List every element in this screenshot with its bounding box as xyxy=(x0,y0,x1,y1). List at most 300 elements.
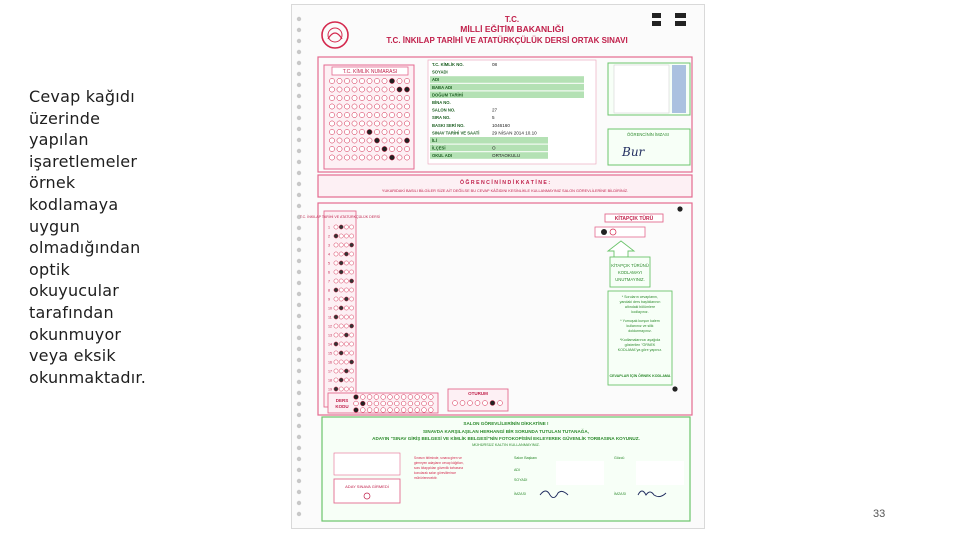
id-bubble xyxy=(404,121,409,126)
answer-bubble xyxy=(339,243,343,247)
header-tc: T.C. xyxy=(504,15,520,24)
instruction-line: gösterilen "ÖRNEK xyxy=(624,343,656,347)
course-code-bubble xyxy=(401,408,406,413)
id-bubble xyxy=(404,146,409,151)
answer-bubble xyxy=(334,369,338,373)
id-bubble xyxy=(337,87,342,92)
id-bubble xyxy=(404,87,409,92)
course-code-bubble xyxy=(422,408,427,413)
id-bubble xyxy=(389,121,394,126)
id-bubble xyxy=(404,104,409,109)
answer-bubble xyxy=(344,225,348,229)
answer-bubble xyxy=(334,324,338,328)
id-bubble xyxy=(404,78,409,83)
id-bubble xyxy=(404,95,409,100)
course-code-bubble xyxy=(388,401,393,406)
binding-hole xyxy=(297,281,301,285)
answer-number: 6 xyxy=(328,270,330,275)
caption-line: işaretlemeler xyxy=(29,151,138,171)
info-label: BASKI SERİ NO. xyxy=(432,122,465,128)
info-label: SOYADI xyxy=(432,69,448,75)
id-bubble xyxy=(382,87,387,92)
id-bubble xyxy=(352,104,357,109)
binding-hole xyxy=(297,424,301,428)
caption-line: yapılan xyxy=(29,130,89,150)
binding-hole xyxy=(297,105,301,109)
id-bubble xyxy=(404,155,409,160)
session-bubble xyxy=(468,401,473,406)
course-code-bubble xyxy=(381,395,386,400)
id-bubble xyxy=(404,138,409,143)
answer-bubble xyxy=(350,270,354,274)
session-bubble xyxy=(483,401,488,406)
binding-hole xyxy=(297,501,301,505)
id-bubble xyxy=(329,78,334,83)
id-bubble xyxy=(389,129,394,134)
info-label: SALON NO. xyxy=(432,107,456,113)
answer-bubble xyxy=(334,306,338,310)
answer-number: 3 xyxy=(328,243,330,248)
info-value: 1046160 xyxy=(492,122,510,128)
binding-hole xyxy=(297,160,301,164)
answer-bubble xyxy=(350,315,354,319)
id-bubble xyxy=(352,146,357,151)
binding-hole xyxy=(297,325,301,329)
header-ministry: MİLLİ EĞİTİM BAKANLIĞI xyxy=(460,24,564,34)
instruction-line: yandaki ders başlıklarının xyxy=(619,300,661,304)
answer-bubble xyxy=(350,234,354,238)
binding-hole xyxy=(297,94,301,98)
instruction-line: * Soruların cevaplarını, xyxy=(621,295,659,299)
course-code-bubble xyxy=(388,395,393,400)
course-code-bubble xyxy=(374,408,379,413)
course-code-bubble xyxy=(360,408,365,413)
course-code-bubble xyxy=(360,395,365,400)
answer-bubble xyxy=(350,306,354,310)
answer-bubble xyxy=(344,378,348,382)
info-row xyxy=(430,76,584,83)
id-bubble xyxy=(329,104,334,109)
name-label: ADI xyxy=(514,468,520,472)
info-label: SINAV TARİHİ VE SAATİ xyxy=(432,130,480,136)
id-bubble xyxy=(329,87,334,92)
answer-bubble xyxy=(350,342,354,346)
id-bubble xyxy=(374,155,379,160)
id-bubble xyxy=(374,87,379,92)
course-code-bubble xyxy=(354,395,359,400)
binding-hole xyxy=(297,512,301,516)
staff-title: SALON GÖREVLİLERİNİN DİKKATİNE ! xyxy=(463,421,549,426)
answer-bubble xyxy=(334,270,338,274)
course-code-bubble xyxy=(374,395,379,400)
answer-number: 4 xyxy=(328,252,330,257)
id-bubble xyxy=(337,138,342,143)
answer-bubble xyxy=(344,324,348,328)
course-code-bubble xyxy=(367,401,372,406)
info-label: T.C. KİMLİK NO. xyxy=(432,62,464,67)
booklet-type-label: KİTAPÇIK TÜRÜ xyxy=(614,216,654,222)
binding-hole xyxy=(297,303,301,307)
info-label: DOĞUM TARİHİ xyxy=(432,92,463,98)
slide-number: 33 xyxy=(873,508,886,520)
binding-hole xyxy=(297,402,301,406)
binding-hole xyxy=(297,50,301,54)
id-bubble xyxy=(397,104,402,109)
id-bubble xyxy=(344,87,349,92)
course-code-bubble xyxy=(354,401,359,406)
id-bubble xyxy=(359,121,364,126)
answer-number: 17 xyxy=(328,369,332,374)
id-bubble xyxy=(352,95,357,100)
id-bubble xyxy=(382,138,387,143)
binding-hole xyxy=(297,358,301,362)
id-bubble xyxy=(367,155,372,160)
booklet-note-3: UNUTMAYINIZ. xyxy=(615,277,645,282)
binding-hole xyxy=(297,248,301,252)
id-bubble xyxy=(397,95,402,100)
id-bubble xyxy=(329,121,334,126)
signature-label-2: İMZASI xyxy=(614,492,626,496)
booklet-note: KİTAPÇIK TÜRÜNÜ xyxy=(611,263,649,268)
caption-text xyxy=(29,86,149,388)
id-bubble xyxy=(344,112,349,117)
id-bubble xyxy=(337,146,342,151)
answer-bubble xyxy=(344,243,348,247)
course-code-label-2: KODU xyxy=(335,404,349,409)
id-bubble xyxy=(337,129,342,134)
instruction-line: * Yumuşak kurşun kalem xyxy=(620,319,660,323)
id-bubble xyxy=(344,78,349,83)
id-bubble xyxy=(389,138,394,143)
session-bubble xyxy=(475,401,480,406)
answer-bubble xyxy=(350,261,354,265)
id-bubble xyxy=(352,78,357,83)
id-bubble xyxy=(389,104,394,109)
svg-text:Sınavın bitiminde, sınava gire: Sınavın bitiminde, sınava giren ve xyxy=(414,456,462,460)
course-code-bubble xyxy=(394,401,399,406)
course-code-bubble xyxy=(381,401,386,406)
answer-bubble xyxy=(350,333,354,337)
answer-bubble xyxy=(334,315,338,319)
id-bubble xyxy=(397,78,402,83)
id-bubble xyxy=(352,121,357,126)
id-bubble xyxy=(367,87,372,92)
id-bubble xyxy=(337,112,342,117)
instruction-line: KODLAMA"ya göre yapınız. xyxy=(617,348,663,352)
answer-bubble xyxy=(350,324,354,328)
binding-hole xyxy=(297,314,301,318)
answer-bubble xyxy=(344,360,348,364)
session-bubble xyxy=(498,401,503,406)
binding-hole xyxy=(297,237,301,241)
answer-bubble xyxy=(344,306,348,310)
id-bubble xyxy=(397,146,402,151)
answer-bubble xyxy=(339,342,343,346)
caption-line: optik xyxy=(29,259,70,279)
caption-line: okunmaktadır. xyxy=(29,367,146,387)
id-bubble xyxy=(397,87,402,92)
course-code-bubble xyxy=(360,401,365,406)
answer-number: 7 xyxy=(328,279,330,284)
answer-bubble xyxy=(339,369,343,373)
binding-hole xyxy=(297,490,301,494)
answer-bubble xyxy=(344,270,348,274)
caption-line: kodlamaya xyxy=(29,194,119,214)
answer-bubble xyxy=(344,261,348,265)
binding-hole xyxy=(297,457,301,461)
info-value: 08 xyxy=(492,62,498,67)
id-bubble xyxy=(367,146,372,151)
id-bubble xyxy=(374,78,379,83)
id-bubble xyxy=(382,155,387,160)
id-bubble xyxy=(337,78,342,83)
info-label: İLÇESİ xyxy=(432,145,446,151)
answer-bubble xyxy=(339,306,343,310)
answer-bubble xyxy=(344,252,348,256)
answer-bubble xyxy=(344,351,348,355)
answer-bubble xyxy=(350,225,354,229)
answer-number: 18 xyxy=(328,378,332,383)
course-code-bubble xyxy=(428,408,433,413)
answer-bubble xyxy=(350,360,354,364)
caption-line: tarafından xyxy=(29,302,114,322)
answer-bubble xyxy=(339,261,343,265)
id-bubble xyxy=(374,104,379,109)
answer-bubble xyxy=(350,243,354,247)
id-bubble xyxy=(397,155,402,160)
answer-bubble xyxy=(334,243,338,247)
id-bubble xyxy=(359,138,364,143)
binding-hole xyxy=(297,446,301,450)
instruction-line: kodlayınız. xyxy=(631,310,649,314)
id-bubble xyxy=(367,138,372,143)
svg-text:girmeyen adayların cevap kâğıt: girmeyen adayların cevap kâğıtları, xyxy=(414,461,464,465)
course-code-bubble xyxy=(401,401,406,406)
answer-bubble xyxy=(339,297,343,301)
answer-bubble xyxy=(339,270,343,274)
answer-bubble xyxy=(350,351,354,355)
answer-number: 5 xyxy=(328,261,330,266)
course-code-bubble xyxy=(394,395,399,400)
binding-hole xyxy=(297,182,301,186)
binding-hole xyxy=(297,468,301,472)
booklet-note-2: KODLAMAYI xyxy=(617,270,643,275)
binding-hole xyxy=(297,259,301,263)
answer-bubble xyxy=(334,225,338,229)
id-bubble xyxy=(359,146,364,151)
id-bubble xyxy=(374,129,379,134)
binding-hole xyxy=(297,28,301,32)
course-code-bubble xyxy=(408,395,413,400)
observer-label: Gözcü xyxy=(614,456,625,460)
id-bubble xyxy=(329,146,334,151)
id-bubble xyxy=(404,112,409,117)
binding-hole xyxy=(297,380,301,384)
binding-hole xyxy=(297,435,301,439)
answer-number: 10 xyxy=(328,306,332,311)
answer-number: 9 xyxy=(328,297,330,302)
answer-bubble xyxy=(350,279,354,283)
student-signature-label: ÖĞRENCİNİN İMZASI xyxy=(627,132,669,137)
info-row xyxy=(432,100,451,105)
binding-hole xyxy=(297,83,301,87)
answer-bubble xyxy=(334,360,338,364)
id-bubble xyxy=(352,129,357,134)
answer-bubble xyxy=(350,252,354,256)
id-bubble xyxy=(374,112,379,117)
id-bubble xyxy=(382,146,387,151)
info-value: 27 xyxy=(492,107,498,113)
id-bubble xyxy=(329,95,334,100)
id-bubble xyxy=(344,155,349,160)
id-bubble xyxy=(382,129,387,134)
info-label: BİNA NO. xyxy=(432,100,451,105)
id-bubble xyxy=(374,121,379,126)
course-code-bubble xyxy=(388,408,393,413)
ministry-logo-icon xyxy=(322,22,348,48)
student-signature: Bur xyxy=(622,145,645,159)
answer-bubble xyxy=(334,297,338,301)
answer-sheet-image xyxy=(291,4,705,529)
answer-number: 8 xyxy=(328,288,330,293)
course-code-bubble xyxy=(394,408,399,413)
binding-hole xyxy=(297,149,301,153)
header-exam-title: T.C. İNKILAP TARİHİ VE ATATÜRKÇÜLÜK DERSİ ORTAK SINAVI xyxy=(386,36,628,45)
id-bubble xyxy=(382,95,387,100)
id-bubble xyxy=(389,146,394,151)
caption-line: örnek xyxy=(29,173,76,193)
course-code-bubble xyxy=(415,401,420,406)
answer-number: 14 xyxy=(328,342,332,347)
binding-hole xyxy=(297,171,301,175)
id-bubble xyxy=(359,112,364,117)
id-bubble xyxy=(397,129,402,134)
session-bubble xyxy=(460,401,465,406)
info-row xyxy=(430,137,548,144)
info-label: İLİ xyxy=(432,138,437,143)
id-bubble xyxy=(359,155,364,160)
answer-bubble xyxy=(339,288,343,292)
info-row xyxy=(430,84,584,91)
id-bubble xyxy=(344,95,349,100)
id-bubble xyxy=(382,121,387,126)
id-bubble xyxy=(367,129,372,134)
id-bubble xyxy=(389,112,394,117)
id-bubble xyxy=(337,104,342,109)
id-box-title: T.C. KİMLİK NUMARASI xyxy=(342,69,398,75)
id-bubble xyxy=(382,104,387,109)
binding-hole xyxy=(297,204,301,208)
id-bubble xyxy=(374,146,379,151)
id-bubble xyxy=(397,138,402,143)
caption-line: uygun xyxy=(29,216,81,236)
id-bubble xyxy=(367,95,372,100)
id-bubble xyxy=(352,155,357,160)
answer-bubble xyxy=(334,261,338,265)
id-bubble xyxy=(344,121,349,126)
binding-hole xyxy=(297,72,301,76)
answer-bubble xyxy=(344,234,348,238)
answer-bubble xyxy=(334,288,338,292)
answer-bubble xyxy=(339,351,343,355)
id-bubble xyxy=(359,78,364,83)
answer-bubble xyxy=(344,288,348,292)
answer-bubble xyxy=(339,387,343,391)
answer-bubble xyxy=(344,342,348,346)
id-bubble xyxy=(337,155,342,160)
binding-hole xyxy=(297,127,301,131)
id-bubble xyxy=(344,138,349,143)
session-label: OTURUM xyxy=(468,391,488,396)
binding-hole xyxy=(297,479,301,483)
attention-text: YUKARIDAKİ BASILI BİLGİLER SİZE AİT DEĞİLSE BU CEVAP KÂĞIDINI KESİNLİKLE KULLANMAYINIZ SALON GÖREVLİLERİNE BİLDİRİNİZ. xyxy=(381,189,629,193)
answer-bubble xyxy=(339,279,343,283)
binding-hole xyxy=(297,347,301,351)
id-bubble xyxy=(382,112,387,117)
id-bubble xyxy=(389,95,394,100)
id-bubble xyxy=(382,78,387,83)
answer-bubble xyxy=(334,279,338,283)
answer-bubble xyxy=(334,234,338,238)
instruction-line: *Kodlamalarınızı aşağıda xyxy=(619,338,661,342)
answer-bubble xyxy=(350,387,354,391)
binding-hole xyxy=(297,226,301,230)
info-value: 29 NİSAN 2014 10.10 xyxy=(492,130,537,136)
info-row xyxy=(430,152,548,159)
info-row xyxy=(432,70,448,75)
id-bubble xyxy=(329,129,334,134)
id-bubble xyxy=(337,95,342,100)
info-value: ORTAOKULU xyxy=(492,153,521,159)
id-bubble xyxy=(352,112,357,117)
answer-bubble xyxy=(339,252,343,256)
id-bubble xyxy=(344,129,349,134)
course-code-bubble xyxy=(367,395,372,400)
id-bubble xyxy=(404,129,409,134)
course-code-bubble xyxy=(408,401,413,406)
session-bubble xyxy=(453,401,458,406)
signature-label: İMZASI xyxy=(514,492,526,496)
attention-title: Ö Ğ R E N C İ N İ N D İ K K A T İ N E : xyxy=(459,180,551,186)
info-value: 5 xyxy=(492,115,495,121)
answer-bubble xyxy=(350,297,354,301)
answer-bubble xyxy=(334,387,338,391)
answer-bubble xyxy=(339,324,343,328)
id-bubble xyxy=(344,146,349,151)
course-code-bubble xyxy=(422,401,427,406)
answer-bubble xyxy=(334,333,338,337)
info-label: ADI xyxy=(432,77,440,83)
course-code-bubble xyxy=(428,401,433,406)
answer-number: 2 xyxy=(328,234,330,239)
course-code-bubble xyxy=(415,408,420,413)
binding-hole xyxy=(297,292,301,296)
answer-number: 11 xyxy=(328,315,332,320)
answer-bubble xyxy=(339,225,343,229)
binding-hole xyxy=(297,116,301,120)
svg-text:mühürlenecektir.: mühürlenecektir. xyxy=(414,476,438,480)
id-bubble xyxy=(367,112,372,117)
course-code-bubble xyxy=(428,395,433,400)
surname-label: SOYADI xyxy=(514,478,528,482)
answer-bubble xyxy=(350,288,354,292)
info-row xyxy=(430,145,548,152)
caption-line: üzerinde xyxy=(29,108,101,128)
caption-line: olmadığından xyxy=(29,238,141,258)
course-code-bubble xyxy=(422,395,427,400)
course-code-bubble xyxy=(381,408,386,413)
course-code-bubble xyxy=(367,408,372,413)
